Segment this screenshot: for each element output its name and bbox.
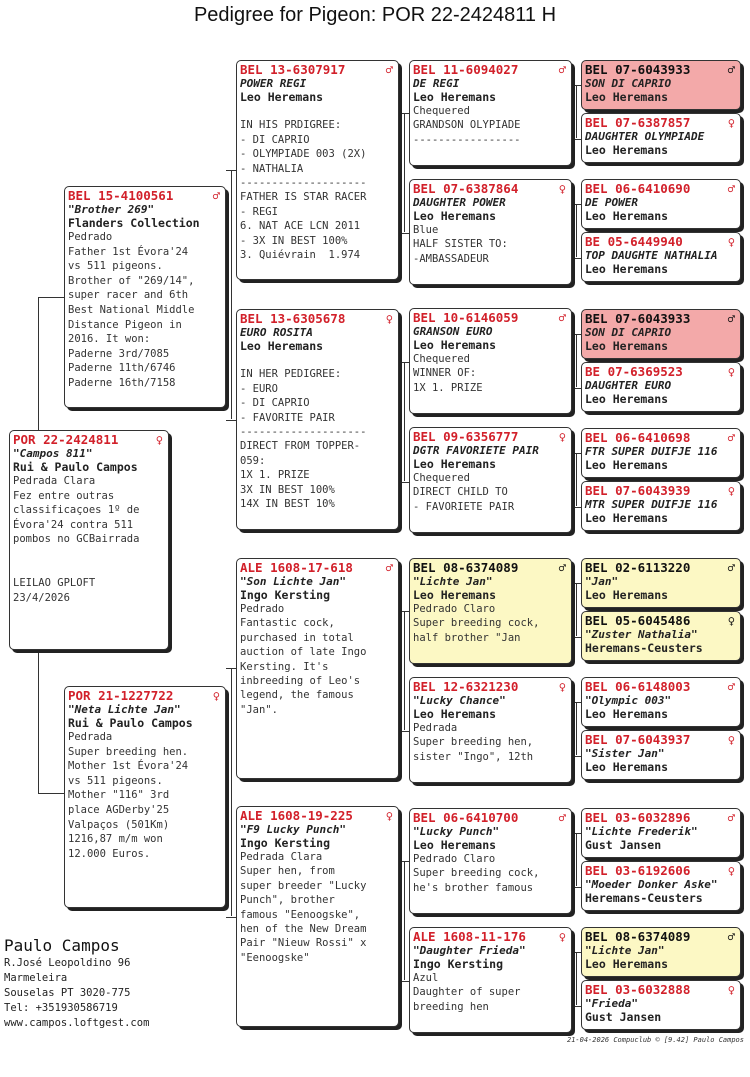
- pigeon-card-ssds[interactable]: [581, 179, 741, 229]
- pigeon-name: "Neta Lichte Jan": [68, 703, 181, 716]
- male-symbol-icon: ♂: [727, 930, 735, 944]
- pigeon-info-line: "Eenoogske": [240, 951, 310, 964]
- ring-number: BEL 08-6374089: [585, 929, 691, 944]
- pigeon-name: "Olympic 003": [585, 694, 672, 707]
- pigeon-info-line: super breeder "Lucky: [240, 879, 367, 892]
- ring-number: BEL 13-6305678: [240, 311, 346, 326]
- breeder-name: Rui & Paulo Campos: [13, 460, 138, 474]
- footer-credit: 21-04-2026 Compuclub © [9.42] Paulo Campos: [566, 1036, 744, 1044]
- pigeon-info-line: Kersting. It's: [240, 660, 329, 673]
- breeder-name: Leo Heremans: [413, 90, 497, 104]
- owner-locality: Marmeleira: [4, 972, 68, 984]
- breeder-name: Leo Heremans: [585, 707, 669, 721]
- pigeon-info-line: Paderne 11th/6746: [68, 362, 176, 375]
- pigeon-info-line: Super breeding cock,: [413, 867, 540, 880]
- breeder-name: Leo Heremans: [585, 143, 669, 157]
- breeder-name: Leo Heremans: [585, 511, 669, 525]
- pigeon-info-line: Fantastic cock,: [240, 617, 335, 630]
- pigeon-info-line: -AMBASSADEUR: [413, 252, 489, 265]
- pigeon-card-sssd[interactable]: [581, 113, 741, 163]
- pigeon-info-line: vs 511 pigeons.: [68, 774, 163, 787]
- pigeon-info-line: FATHER IS STAR RACER: [240, 191, 367, 204]
- pigeon-card-dsdd[interactable]: [581, 730, 741, 780]
- pigeon-info-line: Super breeding cock,: [413, 617, 540, 630]
- ring-number: BEL 06-6410700: [413, 810, 519, 825]
- breeder-name: Ingo Kersting: [240, 588, 331, 602]
- pigeon-info-line: inbreeding of Leo's: [240, 675, 361, 688]
- ring-number: BE 07-6369523: [585, 364, 683, 379]
- pigeon-info-line: Chequered: [413, 472, 470, 484]
- pigeon-card-dssd[interactable]: [581, 611, 741, 661]
- pigeon-info-line: [13, 562, 165, 577]
- pigeon-info-line: Pedrado: [68, 231, 113, 243]
- pigeon-name: SON DI CAPRIO: [585, 326, 672, 339]
- pigeon-info-line: Brother of "269/14",: [68, 274, 195, 287]
- pigeon-info-line: Pair "Nieuw Rossi" x: [240, 937, 367, 950]
- pigeon-name: TOP DAUGHTE NATHALIA: [585, 249, 718, 262]
- pigeon-card-sdd[interactable]: [409, 427, 572, 533]
- breeder-name: Gust Jansen: [585, 1010, 662, 1024]
- pigeon-name: DAUGHTER EURO: [585, 379, 672, 392]
- owner-website[interactable]: www.campos.loftgest.com: [4, 1017, 150, 1029]
- pigeon-info-line: - REGI: [240, 205, 278, 218]
- pigeon-name: GRANSON EURO: [413, 325, 493, 338]
- breeder-name: Leo Heremans: [240, 90, 324, 104]
- pigeon-info-line: Azul: [413, 972, 439, 984]
- pigeon-info-line: DIRECT CHILD TO: [413, 486, 508, 499]
- ring-number: POR 22-2424811: [13, 432, 119, 447]
- pigeon-card-ddss[interactable]: [581, 808, 741, 858]
- ring-number: BEL 06-6410690: [585, 181, 691, 196]
- pigeon-info-line: --------------------: [240, 426, 367, 439]
- pigeon-info-line: Pedrada: [68, 731, 113, 743]
- ring-number: BEL 05-6045486: [585, 613, 691, 628]
- pigeon-info-line: breeding hen: [413, 1000, 489, 1013]
- breeder-name: Leo Heremans: [585, 957, 669, 971]
- pigeon-card-ddds[interactable]: [581, 927, 741, 977]
- pigeon-card-dss[interactable]: [409, 558, 572, 664]
- ring-number: BEL 07-6043937: [585, 732, 691, 747]
- breeder-name: Leo Heremans: [413, 588, 497, 602]
- pigeon-card-dam[interactable]: [64, 686, 226, 908]
- pigeon-info-line: Father 1st Évora'24: [68, 245, 189, 258]
- breeder-name: Heremans-Ceusters: [585, 891, 703, 905]
- ring-number: BEL 02-6113220: [585, 560, 691, 575]
- owner-city: Souselas PT 3020-775: [4, 987, 131, 999]
- pigeon-info-line: Chequered: [413, 353, 470, 365]
- pigeon-info-line: sister "Ingo", 12th: [413, 750, 534, 763]
- female-symbol-icon: ♀: [385, 809, 393, 823]
- pigeon-info-line: he's brother famous: [413, 881, 534, 894]
- pigeon-name: "F9 Lucky Punch": [240, 823, 346, 836]
- pigeon-info-line: purchased in total: [240, 631, 354, 644]
- pigeon-name: "Jan": [585, 575, 619, 588]
- pigeon-info-line: - DI CAPRIO: [240, 397, 310, 410]
- pigeon-info-line: Super hen, from: [240, 865, 335, 878]
- pigeon-info-line: --------------------: [240, 177, 367, 190]
- pigeon-info-line: Mother "116" 3rd: [68, 789, 170, 802]
- pigeon-info-line: 6. NAT ACE LCN 2011: [240, 220, 361, 233]
- pigeon-info-line: - FAVORITE PAIR: [240, 411, 335, 424]
- pigeon-name: EURO ROSITA: [240, 326, 313, 339]
- pigeon-card-sds[interactable]: [409, 308, 572, 414]
- pigeon-info-line: auction of late Ingo: [240, 646, 367, 659]
- pigeon-info-line: 23/4/2026: [13, 591, 70, 604]
- male-symbol-icon: ♂: [727, 63, 735, 77]
- female-symbol-icon: ♀: [727, 864, 735, 878]
- pigeon-info-line: 1X 1. PRIZE: [413, 381, 483, 394]
- pigeon-card-ssdd[interactable]: [581, 232, 741, 282]
- pigeon-info-line: 059:: [240, 454, 266, 467]
- pigeon-name: POWER REGI: [240, 77, 307, 90]
- breeder-name: Leo Heremans: [413, 209, 497, 223]
- female-symbol-icon: ♀: [558, 930, 566, 944]
- ring-number: BEL 03-6192606: [585, 863, 691, 878]
- female-symbol-icon: ♀: [558, 680, 566, 694]
- pigeon-info-line: - OLYMPIADE 003 (2X): [240, 148, 367, 161]
- pigeon-card-dsss[interactable]: [581, 558, 741, 608]
- pigeon-card-sdds[interactable]: [581, 428, 741, 478]
- pigeon-card-dsd[interactable]: [409, 677, 572, 783]
- pigeon-info-line: DIRECT FROM TOPPER-: [240, 440, 361, 453]
- owner-phone: Tel: +351930586719: [4, 1002, 118, 1014]
- pigeon-card-sdss[interactable]: [581, 309, 741, 359]
- pigeon-card-sddd[interactable]: [581, 481, 741, 531]
- pigeon-info-line: Fez entre outras: [13, 489, 115, 502]
- pigeon-info-line: Best National Middle: [68, 303, 195, 316]
- pigeon-info-line: Distance Pigeon in: [68, 318, 182, 331]
- ring-number: BEL 10-6146059: [413, 310, 519, 325]
- pigeon-info-line: super racer and 6th: [68, 289, 189, 302]
- breeder-name: Leo Heremans: [585, 392, 669, 406]
- breeder-name: Flanders Collection: [68, 216, 200, 230]
- pigeon-info-line: Pedrada Clara: [13, 475, 96, 487]
- ring-number: BEL 12-6321230: [413, 679, 519, 694]
- pigeon-info-line: Super breeding hen.: [68, 745, 189, 758]
- pigeon-name: "Frieda": [585, 997, 638, 1010]
- pigeon-info-line: GRANDSON OLYPIADE: [413, 119, 521, 132]
- pigeon-info-line: Blue: [413, 224, 439, 236]
- pigeon-info-line: LEILAO GPLOFT: [13, 577, 96, 590]
- owner-name: Paulo Campos: [4, 936, 120, 955]
- connector-line: [38, 297, 65, 432]
- pigeon-card-sd[interactable]: [236, 309, 399, 530]
- pigeon-card-ds[interactable]: [236, 558, 399, 779]
- pigeon-name: "Brother 269": [68, 203, 155, 216]
- ring-number: BEL 06-6148003: [585, 679, 691, 694]
- pigeon-info-line: -----------------: [413, 133, 521, 146]
- pigeon-info-line: 1216,87 m/m won: [68, 833, 163, 846]
- male-symbol-icon: ♂: [727, 811, 735, 825]
- ring-number: BEL 07-6387857: [585, 115, 691, 130]
- pigeon-name: "Son Lichte Jan": [240, 575, 346, 588]
- pigeon-card-dds[interactable]: [409, 808, 572, 914]
- ring-number: BEL 03-6032888: [585, 982, 691, 997]
- pigeon-name: DE POWER: [585, 196, 638, 209]
- ring-number: BEL 13-6307917: [240, 62, 346, 77]
- pigeon-info-line: 3. Quiévrain 1.974: [240, 249, 361, 262]
- pigeon-info-line: Pedrado: [240, 603, 285, 615]
- female-symbol-icon: ♀: [727, 235, 735, 249]
- ring-number: BEL 07-6043939: [585, 483, 691, 498]
- pigeon-name: "Lichte Jan": [585, 944, 665, 957]
- pigeon-info-line: 3X IN BEST 100%: [240, 483, 335, 496]
- pigeon-info-line: [240, 353, 395, 367]
- pigeon-name: "Lucky Chance": [413, 694, 506, 707]
- breeder-name: Leo Heremans: [413, 338, 497, 352]
- female-symbol-icon: ♀: [558, 182, 566, 196]
- male-symbol-icon: ♂: [558, 63, 566, 77]
- connector-line: [38, 650, 65, 794]
- pigeon-name: "Daughter Frieda": [413, 944, 526, 957]
- pigeon-info-line: pombos no GCBairrada: [13, 533, 140, 546]
- pigeon-name: MTR SUPER DUIFJE 116: [585, 498, 718, 511]
- pigeon-info-line: IN HIS PRDIGREE:: [240, 119, 342, 132]
- pigeon-info-line: Pedrado Claro: [413, 603, 496, 615]
- ring-number: BEL 07-6043933: [585, 62, 691, 77]
- pigeon-info-line: 2016. It won:: [68, 333, 151, 346]
- breeder-name: Leo Heremans: [413, 457, 497, 471]
- male-symbol-icon: ♂: [385, 561, 393, 575]
- pigeon-card-ss[interactable]: [236, 60, 399, 280]
- breeder-name: Leo Heremans: [240, 339, 324, 353]
- pigeon-info-line: 1X 1. PRIZE: [240, 469, 310, 482]
- pigeon-card-subject[interactable]: [9, 430, 169, 650]
- pigeon-info-line: - DI CAPRIO: [240, 133, 310, 146]
- breeder-name: Ingo Kersting: [413, 957, 504, 971]
- male-symbol-icon: ♂: [558, 811, 566, 825]
- pigeon-info-line: Chequered: [413, 105, 470, 117]
- pigeon-info-line: famous "Eenoogske",: [240, 908, 361, 921]
- male-symbol-icon: ♂: [385, 63, 393, 77]
- ring-number: ALE 1608-19-225: [240, 808, 353, 823]
- female-symbol-icon: ♀: [727, 614, 735, 628]
- pigeon-name: "Sister Jan": [585, 747, 665, 760]
- female-symbol-icon: ♀: [727, 983, 735, 997]
- pigeon-info-line: WINNER OF:: [413, 367, 477, 380]
- pigeon-card-sire[interactable]: [64, 186, 226, 408]
- pigeon-name: "Lichte Jan": [413, 575, 493, 588]
- pigeon-name: DE REGI: [413, 77, 460, 90]
- ring-number: BEL 06-6410698: [585, 430, 691, 445]
- male-symbol-icon: ♂: [727, 312, 735, 326]
- pigeon-name: DAUGHTER POWER: [413, 196, 506, 209]
- breeder-name: Leo Heremans: [413, 707, 497, 721]
- pigeon-info-line: "Jan".: [240, 703, 278, 716]
- pigeon-info-line: Pedrado Claro: [413, 853, 496, 865]
- breeder-name: Leo Heremans: [585, 262, 669, 276]
- pigeon-info-line: 12.000 Euros.: [68, 847, 151, 860]
- female-symbol-icon: ♀: [212, 689, 220, 703]
- male-symbol-icon: ♂: [727, 431, 735, 445]
- pigeon-info-line: Pedrada: [413, 722, 458, 734]
- pigeon-info-line: half brother "Jan: [413, 631, 521, 644]
- pigeon-name: "Zuster Nathalia": [585, 628, 698, 641]
- pigeon-name: "Campos 811": [13, 447, 93, 460]
- male-symbol-icon: ♂: [558, 311, 566, 325]
- pigeon-name: DAUGHTER OLYMPIADE: [585, 130, 705, 143]
- pigeon-info-line: Punch", brother: [240, 894, 335, 907]
- breeder-name: Ingo Kersting: [240, 836, 331, 850]
- owner-block: [4, 936, 149, 1031]
- ring-number: BEL 11-6094027: [413, 62, 519, 77]
- breeder-name: Leo Heremans: [585, 209, 669, 223]
- breeder-name: Gust Jansen: [585, 838, 662, 852]
- pigeon-info-line: [13, 547, 165, 562]
- pigeon-info-line: Mother 1st Évora'24: [68, 760, 189, 773]
- ring-number: BEL 07-6387864: [413, 181, 519, 196]
- pigeon-name: DGTR FAVORIETE PAIR: [413, 444, 539, 457]
- pigeon-card-ddsd[interactable]: [581, 861, 741, 911]
- breeder-name: Leo Heremans: [585, 458, 669, 472]
- pigeon-card-ssss[interactable]: [581, 60, 741, 110]
- pigeon-name: "Lichte Frederik": [585, 825, 698, 838]
- pigeon-card-sdsd[interactable]: [581, 362, 741, 412]
- ring-number: POR 21-1227722: [68, 688, 174, 703]
- ring-number: BEL 08-6374089: [413, 560, 519, 575]
- pigeon-name: FTR SUPER DUIFJE 116: [585, 445, 718, 458]
- pigeon-info-line: classificaçoes 1º de: [13, 504, 140, 517]
- breeder-name: Leo Heremans: [585, 339, 669, 353]
- breeder-name: Leo Heremans: [585, 90, 669, 104]
- pigeon-info-line: HALF SISTER TO:: [413, 238, 508, 251]
- pigeon-info-line: legend, the famous: [240, 689, 354, 702]
- pigeon-info-line: - EURO: [240, 382, 278, 395]
- pigeon-card-dddd[interactable]: [581, 980, 741, 1030]
- pigeon-info-line: Super breeding hen,: [413, 736, 534, 749]
- pigeon-info-line: [240, 104, 395, 118]
- male-symbol-icon: ♂: [727, 561, 735, 575]
- female-symbol-icon: ♀: [727, 365, 735, 379]
- pigeon-info-line: vs 511 pigeons.: [68, 260, 163, 273]
- breeder-name: Leo Heremans: [413, 838, 497, 852]
- breeder-name: Heremans-Ceusters: [585, 641, 703, 655]
- page-title: Pedigree for Pigeon: POR 22-2424811 H: [193, 4, 557, 26]
- pigeon-info-line: - NATHALIA: [240, 162, 304, 175]
- male-symbol-icon: ♂: [727, 680, 735, 694]
- pigeon-info-line: Paderne 16th/7158: [68, 376, 176, 389]
- breeder-name: Leo Heremans: [585, 760, 669, 774]
- ring-number: BE 05-6449940: [585, 234, 683, 249]
- ring-number: BEL 03-6032896: [585, 810, 691, 825]
- pigeon-info-line: Valpaços (501Km): [68, 818, 170, 831]
- male-symbol-icon: ♂: [558, 561, 566, 575]
- breeder-name: Rui & Paulo Campos: [68, 716, 193, 730]
- pigeon-info-line: Paderne 3rd/7085: [68, 347, 170, 360]
- pigeon-info-line: 14X IN BEST 10%: [240, 498, 335, 511]
- pigeon-info-line: hen of the New Dream: [240, 923, 367, 936]
- ring-number: BEL 09-6356777: [413, 429, 519, 444]
- pigeon-card-dd[interactable]: [236, 806, 399, 1027]
- pigeon-info-line: place AGDerby'25: [68, 803, 170, 816]
- female-symbol-icon: ♀: [155, 433, 163, 447]
- ring-number: ALE 1608-11-176: [413, 929, 526, 944]
- pigeon-card-sss[interactable]: [409, 60, 572, 166]
- pigeon-info-line: IN HER PEDIGREE:: [240, 368, 342, 381]
- pigeon-name: SON DI CAPRIO: [585, 77, 672, 90]
- pigeon-name: "Lucky Punch": [413, 825, 500, 838]
- breeder-name: Leo Heremans: [585, 588, 669, 602]
- pigeon-info-line: - FAVORIETE PAIR: [413, 500, 515, 513]
- pigeon-info-line: - 3X IN BEST 100%: [240, 234, 348, 247]
- female-symbol-icon: ♀: [727, 484, 735, 498]
- male-symbol-icon: ♂: [212, 189, 220, 203]
- ring-number: BEL 07-6043933: [585, 311, 691, 326]
- pigeon-card-dsds[interactable]: [581, 677, 741, 727]
- pigeon-info-line: Évora'24 contra 511: [13, 518, 134, 531]
- female-symbol-icon: ♀: [727, 116, 735, 130]
- ring-number: ALE 1608-17-618: [240, 560, 353, 575]
- male-symbol-icon: ♂: [727, 182, 735, 196]
- pigeon-card-ddd[interactable]: [409, 927, 572, 1033]
- pigeon-info-line: Daughter of super: [413, 986, 521, 999]
- pigeon-info-line: Pedrada Clara: [240, 851, 323, 863]
- female-symbol-icon: ♀: [558, 430, 566, 444]
- pigeon-name: "Moeder Donker Aske": [585, 878, 718, 891]
- owner-address: R.José Leopoldino 96: [4, 957, 131, 969]
- pigeon-card-ssd[interactable]: [409, 179, 572, 285]
- female-symbol-icon: ♀: [385, 312, 393, 326]
- female-symbol-icon: ♀: [727, 733, 735, 747]
- ring-number: BEL 15-4100561: [68, 188, 174, 203]
